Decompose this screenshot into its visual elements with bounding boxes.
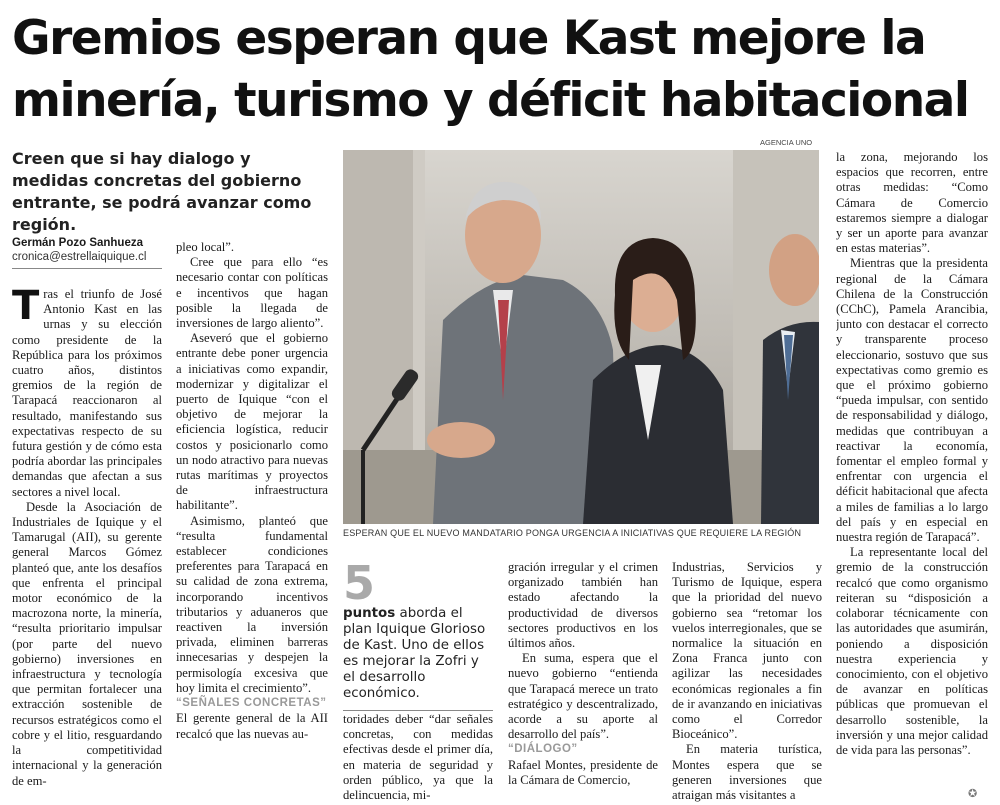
- column-5: [672, 560, 822, 805]
- factbox-text: aborda el plan Iquique Glorioso de Kast. Uno de ellos es mejorar la Zofri y el desarrollo económico.: [343, 606, 486, 701]
- paragraph: pleo local”.: [176, 240, 235, 254]
- paragraph: Aseveró que el gobierno entrante debe poner urgencia a iniciativas como expandir, modernizar y digitalizar el puerto de Iquique “con el objetivo de mejorar la eficiencia logística, reducir costos y posicionarlo como un nodo atractivo para nuevas rutas marítimas y proyectos de infraestructura habilitante”.: [176, 331, 328, 513]
- deck: Creen que si hay dialogo y medidas concretas del gobierno entrante, se podrá avanzar como región.: [12, 149, 312, 234]
- paragraph: Cree que para ello “es necesario contar con políticas e incentivos que hagan posible la llegada de inversiones de largo aliento”.: [176, 255, 328, 331]
- column-1: [12, 287, 162, 805]
- paragraph: toridades deber “dar señales concretas, con medidas efectivas desde el primer día, en materia de seguridad y orden público, ya que la delincuencia, mi-: [343, 712, 493, 803]
- author-email[interactable]: cronica@estrellaiquique.cl: [12, 251, 147, 263]
- factbox-lead: puntos: [343, 606, 396, 621]
- subheading: “DIÁLOGO”: [508, 743, 578, 756]
- byline: [12, 236, 162, 269]
- press-conference-photo: [343, 150, 819, 524]
- factbox-number: 5: [343, 556, 376, 610]
- paragraph: Asimismo, planteó que “resulta fundamental establecer condiciones preferentes para Tarapacá en su calidad de zona extrema, incorporando incentivos tributarios y aduaneros que reactiven la inversión privada, eliminen barreras innecesarias y despejen la permisología excesiva que hoy limita el crecimiento”.: [176, 513, 328, 695]
- subheading: “SEÑALES CONCRETAS”: [176, 697, 327, 710]
- paragraph: gración irregular y el crimen organizado también han estado afectando la productividad de diversos sectores productivos en los últimos años.: [508, 560, 658, 651]
- factbox: [343, 606, 493, 711]
- paragraph: En suma, espera que el nuevo gobierno “entienda que Tarapacá merece un trato estratégico y descentralizado, acorde a su aporte al desarrollo del país”.: [508, 651, 658, 742]
- column-2: [176, 240, 328, 805]
- photo-caption: ESPERAN QUE EL NUEVO MANDATARIO PONGA URGENCIA A INICIATIVAS QUE REQUIERE LA REGIÓN: [343, 528, 802, 538]
- paragraph: la zona, mejorando los espacios que recorren, entre otras medidas: “Como Cámara de Comercio estaremos siempre a dialogar y ser un aporte para avanzar en estas materias”.: [836, 150, 988, 256]
- author-name: Germán Pozo Sanhueza: [12, 237, 144, 249]
- column-3: [343, 712, 493, 805]
- column-4: [508, 560, 658, 805]
- column-6: [836, 150, 988, 800]
- paragraph: Mientras que la presidenta regional de la Cámara Chilena de la Construcción (CChC), Pamela Arancibia, junto con destacar el correcto y transparente proceso eleccionario, sostuvo que sus expectativas como gremio es que el próximo gobierno “pueda impulsar, con sentido de responsabilidad y diálogo, medidas que contribuyan a reactivar la economía, fomentar el empleo formal y enfrentar con urgencia el déficit habitacional que afecta a miles de familias a lo largo del país y en especial en nuestra región de Tarapacá”.: [836, 256, 988, 545]
- paragraph: Desde la Asociación de Industriales de Iquique y el Tamarugal (AII), su gerente general Marcos Gómez planteó que, ante los desafíos que enfrenta el principal motor económico de la macrozona norte, la minería, “resulta prioritario impulsar (por parte del nuevo gobierno) inversiones en infraestructura y tecnología que permitan fortalecer una extracción sostenible de recursos estratégicos como el cobre y el litio, resguardando la competitividad internacional y la generación de em-: [12, 499, 162, 788]
- drop-cap: T: [12, 287, 40, 329]
- paragraph: Industrias, Servicios y Turismo de Iquique, espera que la prioridad del nuevo gobierno sea “retomar los vuelos interregionales, que se normalice la situación en Zona Franca junto con agilizar las necesidades económicas regionales a fin de ir avanzando en iniciativas como el Corredor Bioceánico”.: [672, 560, 822, 742]
- paragraph: En materia turística, Montes espera que se generen inversiones que atraigan más visitantes a: [672, 742, 822, 803]
- end-mark-icon: ✪: [968, 787, 978, 800]
- headline: Gremios esperan que Kast mejore la minería, turismo y déficit habitacional: [12, 11, 969, 128]
- paragraph: La representante local del gremio de la construcción recalcó que como organismo reiteran su “disposición a colaborar técnicamente con las autoridades que asumirán, poniendo a disposición nuestra experiencia y conocimiento, con el objetivo de avanzar en políticas públicas que promuevan el desarrollo sostenible, la inversión y una mejor calidad de vida para las personas”.: [836, 545, 988, 757]
- photo: [343, 150, 819, 524]
- paragraph: Rafael Montes, presidente de la Cámara de Comercio,: [508, 757, 658, 787]
- paragraph: Tras el triunfo de José Antonio Kast en las urnas y su elección como presidente de la República para los próximos cuatro años, distintos gremios de la región de Tarapacá reaccionaron al resultado, manifestando sus expectativas respecto de su futura gestión y de cómo esta podría abordar las principales demandas que afectan a sus sectores a nivel local.: [12, 287, 162, 499]
- photo-credit: AGENCIA UNO: [760, 138, 813, 147]
- paragraph: El gerente general de la AII recalcó que las nuevas au-: [176, 711, 328, 741]
